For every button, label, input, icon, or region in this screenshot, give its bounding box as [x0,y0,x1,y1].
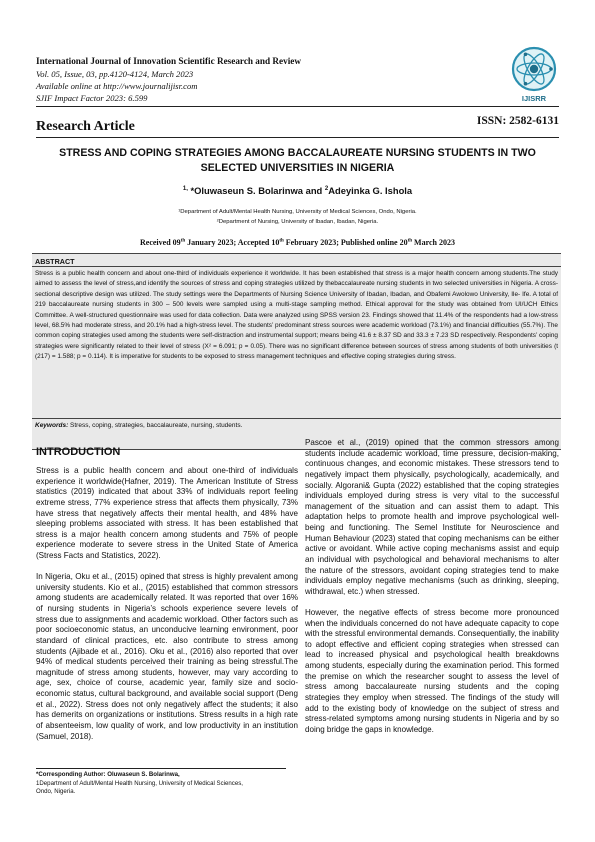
footnote: *Corresponding Author: Oluwaseun S. Bolarinwa, 1Department of Adult/Mental Health Nursing, University of Medical Sciences, Ondo, Nigeria. [36,771,243,796]
abstract-text: Stress is a public health concern and about one-third of individuals experience it worldwide. It has been established that stress is a major health concern among students.The study aimed to assess the level of stress,and identify the sources of stress and coping strategies utilized by thebaccalaureate nursing students in two selected universities in Nigeria. A cross-sectional descriptive design was utilized. The study settings were the Departments of Nursing Science University of Ibadan, Ibadan, and Obafemi Awolowo University, Ile- Ife. A total of 219 baccalaureate nursing students in 300 – 500 levels were sampled using a multi-stage sampling method. Ethical approval for the study was obtained from UI/UCH Ethics Committee. A well-structured questionnaire was used for data collection. Data were analyzed using SPSS version 23. Findings showed that 11.4% of the respondents had a low-stress level, 68.5% had moderate stress, and 20.1% had a high-stress level. The students’ predominant stress sources were academic workload (73.1%) and financial difficulties (55.7%). The common coping strategies used among the students were self-distraction and instrumental support; means being 41.6 ± 8.37 SD and 33.3 ± 7.23 SD respectively. Respondents’ coping strategies were significantly related to their level of stress (X² = 6.091; p = 0.05). There was no significant difference between sources of stress among students of both universities (t (217) = 1.588; p = 0.114). It is imperative for students to be exposed to stress management techniques and effective coping strategies during stress. [35,270,558,361]
author-line: $^{1,}$ *Oluwaseun S. Bolarinwa and $^2$Adeyinka G. Ishola [182,185,413,196]
author-2: Adeyinka G. Ishola [328,185,413,196]
abstract-bottom-rule [32,418,561,419]
available-online: Available online at http://www.journalijisr.com [36,81,198,91]
publication-dates: Received 09th January 2023; Accepted 10th February 2023; Published online 20th March 2023 [140,238,455,247]
paper-title: STRESS AND COPING STRATEGIES AMONG BACCALAUREATE NURSING STUDENTS IN TWO SELECTED UNIVERSITIES IN NIGERIA [59,147,536,174]
abstract-heading-rule [32,266,561,267]
author-1: *Oluwaseun S. Bolarinwa and [187,185,325,196]
paragraph: However, the negative effects of stress become more pronounced when the individuals concerned do not have adequate capacity to cope with the stressful environmental demands. Consequentially, the inability to adopt effective and efficient coping strategies when stressed can lead to increased physical and psychological health breakdowns among students, especially during the examination period. This formed the premise on which the researcher sought to assess the level of stress among baccalaureate nursing students and the coping strategies they employ when stressed. The findings of the study will add to the existing body of knowledge on the subject of stress and stress-related symptoms among nursing students in Nigeria and by so doing bridge the gaps in knowledge. [305,607,559,734]
paragraph: Pascoe et al., (2019) opined that the common stressors among students include academic workload, time pressure, decision-making, continuous changes, and economic mistakes. These stressors tend to negatively impact them physically, psychologically, academically, and socially. Algorani& Gupta (2022) established that the coping strategies individuals employed during stress is very vital to the successful management of the situation and can assist them to adapt. This adaptation helps to promote health and improve psychological well-being and functioning. The Semel Institute for Neuroscience and Human Behaviour (2023) stated that coping mechanisms can be either active or avoidant. While active coping mechanisms assist and equip an individual with psychological and behavioral mechanisms to alter the nature of the stressors, avoidant coping strategies tend to make individuals employ negative mechanisms (such as drinking, sleeping, withdrawal, etc.) when stressed. [305,438,559,596]
svg-text:IJISRR: IJISRR [521,94,547,103]
abstract-heading: ABSTRACT [35,257,75,266]
article-type: Research Article [36,119,135,134]
impact-factor: SJIF Impact Factor 2023: 6.599 [36,93,148,103]
journal-logo [506,44,562,106]
column-left [36,466,298,753]
atom-logo-icon [506,44,562,106]
paragraph: In Nigeria, Oku et al., (2015) opined that stress is highly prevalent among university students. Kio et al., (2015) established that common stressors among students are academically related. It was reported that over 16% of nursing students in Nigeria’s schools experience severe levels of stress due to assignments and academic workload. Other factors such as poor socioeconomic status, an unconducive learning environment, poor standard of clinical practices, etc. also contribute to stress among students (Ajibade et al., 2016). Oku et al., (2016) also reported that over 94% of medical students perceived their training as being stressful.The magnitude of stress among students, however, may vary according to age, sex, choice of course, academic year, family size and socio-economic status, cultural background, and available social support (Deng et al., 2022). Stress does not only negatively affect the students; it also has demerits on organizations or institutions. Stress results in a high rate of absenteeism, low quality of work, and low productivity in an institution (Samuel, 2018). [36,572,298,741]
section-divider [36,137,559,138]
column-right [305,438,559,746]
paragraph: Stress is a public health concern and about one-third of individuals experience it worldwide(Hafner, 2019). The American Institute of Stress statistics (2019) indicated that about 33% of individuals report feeling extreme stress, 77% experience stress that affects them physically, 73% have stress that negatively affects their mental health, and 48% have sleeping problems associated with stress. It has been established that stress is a major health concern among students and 75% of people experience moderate to severe stress in the United State of America (Stress Facts and Statistics, 2022). [36,466,298,560]
volume-info: Vol. 05, Issue, 03, pp.4120-4124, March 2023 [36,69,194,79]
affiliation-2: ²Department of Nursing, University of Ibadan, Ibadan, Nigeria. [216,219,379,225]
keywords: Keywords: Stress, coping, strategies, baccalaureate, nursing, students. [35,422,243,429]
issn: ISSN: 2582-6131 [476,115,559,127]
header-divider [36,106,559,107]
introduction-heading: INTRODUCTION [36,446,121,458]
footnote-rule [36,768,286,769]
affiliation-1: ¹Department of Adult/Mental Health Nursing, University of Medical Sciences, Ondo, Nigeria. [178,209,417,215]
corresponding-author: *Corresponding Author: Oluwaseun S. Bolarinwa, [36,771,180,778]
journal-name: International Journal of Innovation Scientific Research and Review [36,56,301,66]
abstract-top-rule [32,253,561,254]
